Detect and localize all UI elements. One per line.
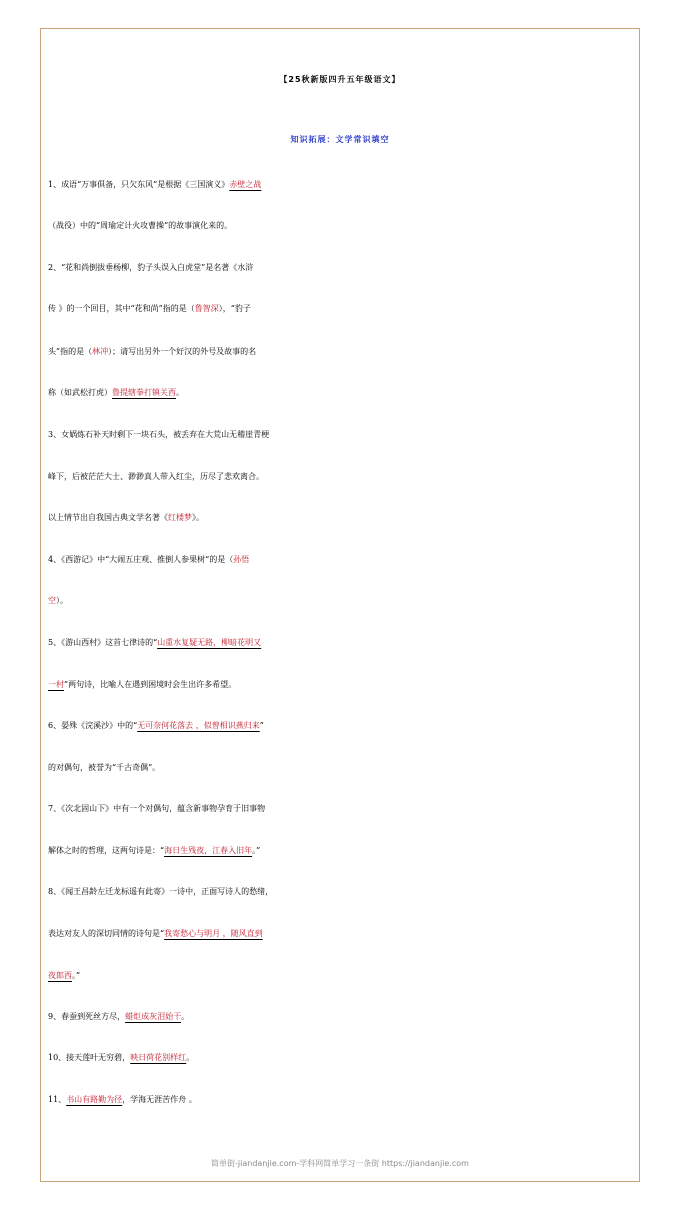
answer-text: 夜郎西: [48, 971, 72, 980]
question-1-line-2: [48, 206, 638, 246]
question-text: ，学海无涯苦作舟 。: [122, 1095, 197, 1104]
question-text: 3、女娲炼石补天时剩下一块石头，被丢弃在大荒山无稽崖青梗: [48, 430, 270, 439]
question-text: 6、晏殊《浣溪沙》中的“: [48, 721, 138, 730]
question-3-line-1: [48, 415, 638, 455]
question-text: 。: [176, 388, 184, 397]
question-text: 2、“花和尚倒拔垂杨柳，豹子头误入白虎堂”是名著《水浒: [48, 263, 254, 272]
question-text: 4、《西游记》中“大闹五庄观、推倒人参果树“的是（: [48, 555, 234, 564]
question-text: 7、《次北固山下》中有一个对偶句，蕴含新事物孕育于旧事物: [48, 804, 266, 813]
question-text: 称（如武松打虎）: [48, 388, 112, 397]
question-6-line-2: [48, 748, 638, 788]
question-text: 8、《闻王昌龄左迁龙标遥有此寄》一诗中，正面写诗人的愁绪，: [48, 887, 274, 896]
answer-text: 赤壁之战: [229, 180, 262, 189]
question-text: 11、: [48, 1095, 67, 1104]
question-8-line-1: [48, 872, 638, 912]
question-text: 10、接天莲叶无穷碧，: [48, 1053, 131, 1062]
question-text: 解体之时的哲理，这两句诗是：“: [48, 846, 165, 855]
answer-text: 鲁智深: [194, 304, 219, 313]
answer-text: 无可奈何花落去 ，似曾相识燕归来: [137, 721, 260, 730]
question-5-line-1: [48, 623, 638, 663]
page-title: 【25秋新版四升五年级语文】: [279, 75, 401, 84]
question-text: 1、成语“万事俱备，只欠东风”是根据《三国演义》: [48, 180, 230, 189]
question-text: 》。: [192, 513, 204, 522]
question-10-line-1: [48, 1038, 638, 1078]
question-2-line-1: [48, 248, 638, 288]
answer-text: 孙悟: [233, 555, 250, 564]
answer-text: 海日生残夜，江春入旧年: [164, 846, 253, 855]
question-text: ），“豹子: [218, 304, 251, 313]
answer-text: 映日荷花别样红: [130, 1053, 187, 1062]
question-1-line-1: [48, 165, 638, 205]
question-2-line-3: [48, 332, 638, 372]
question-text: 9、春蚕到死丝方尽，: [48, 1012, 126, 1021]
answer-text: 蜡炬成灰泪始干: [125, 1012, 182, 1021]
question-5-line-2: [48, 665, 638, 705]
question-2-line-4: [48, 373, 638, 413]
question-text: ）；请写出另外一个好汉的外号及故事的名: [108, 347, 257, 356]
question-text: 峰下，后被茫茫大士、渺渺真人带入红尘，历尽了悲欢离合。: [48, 472, 264, 481]
question-text: 。”: [72, 971, 81, 980]
question-text: ”两句诗，比喻人在遇到困境时会生出许多希望。: [64, 680, 237, 689]
question-text: 的对偶句，被誉为“千古奇偶”。: [48, 763, 161, 772]
question-text: 。: [181, 1012, 190, 1021]
question-text: （战役）中的“周瑜定计火攻曹操”的故事演化来的。: [48, 221, 233, 230]
question-11-line-1: [48, 1080, 638, 1120]
answer-text: 空: [48, 596, 56, 605]
question-8-line-3: [48, 956, 638, 996]
question-3-line-3: [48, 498, 638, 538]
question-text: 。”: [252, 846, 261, 855]
answer-text: 红楼梦: [168, 513, 192, 522]
question-7-line-2: [48, 831, 638, 871]
question-text: ）。: [56, 596, 68, 605]
question-text: 以上情节出自我国古典文学名著《: [48, 513, 168, 522]
question-text: 表达对友人的深切同情的诗句是“: [48, 929, 165, 938]
question-7-line-1: [48, 789, 638, 829]
question-3-line-2: [48, 457, 638, 497]
question-text: 5、《游山西村》这首七律诗的“: [48, 638, 158, 647]
footer-watermark: 简单街-jiandanjie.com-学科网简单学习一条街 https://jiandanjie.com: [211, 1159, 469, 1168]
question-text: 传 》的一个回目，其中“花和尚”指的是（: [48, 304, 195, 313]
question-text: 头”指的是（: [48, 347, 93, 356]
question-6-line-1: [48, 706, 638, 746]
answer-text: 林冲: [92, 347, 109, 356]
question-text: ”: [259, 721, 264, 730]
question-4-line-1: [48, 540, 638, 580]
answer-text: 我寄愁心与明月 ，随风直到: [164, 929, 263, 938]
question-text: 。: [186, 1053, 195, 1062]
question-9-line-1: [48, 997, 638, 1037]
answer-text: 山重水复疑无路，柳暗花明又: [157, 638, 262, 647]
question-2-line-2: [48, 289, 638, 329]
answer-text: 书山有路勤为径: [66, 1095, 123, 1104]
question-4-line-2: [48, 581, 638, 621]
page-subtitle: 知识拓展：文学常识填空: [290, 135, 390, 144]
answer-text: 鲁提辖拳打镇关西: [112, 388, 176, 397]
question-8-line-2: [48, 914, 638, 954]
answer-text: 一村: [48, 680, 64, 689]
